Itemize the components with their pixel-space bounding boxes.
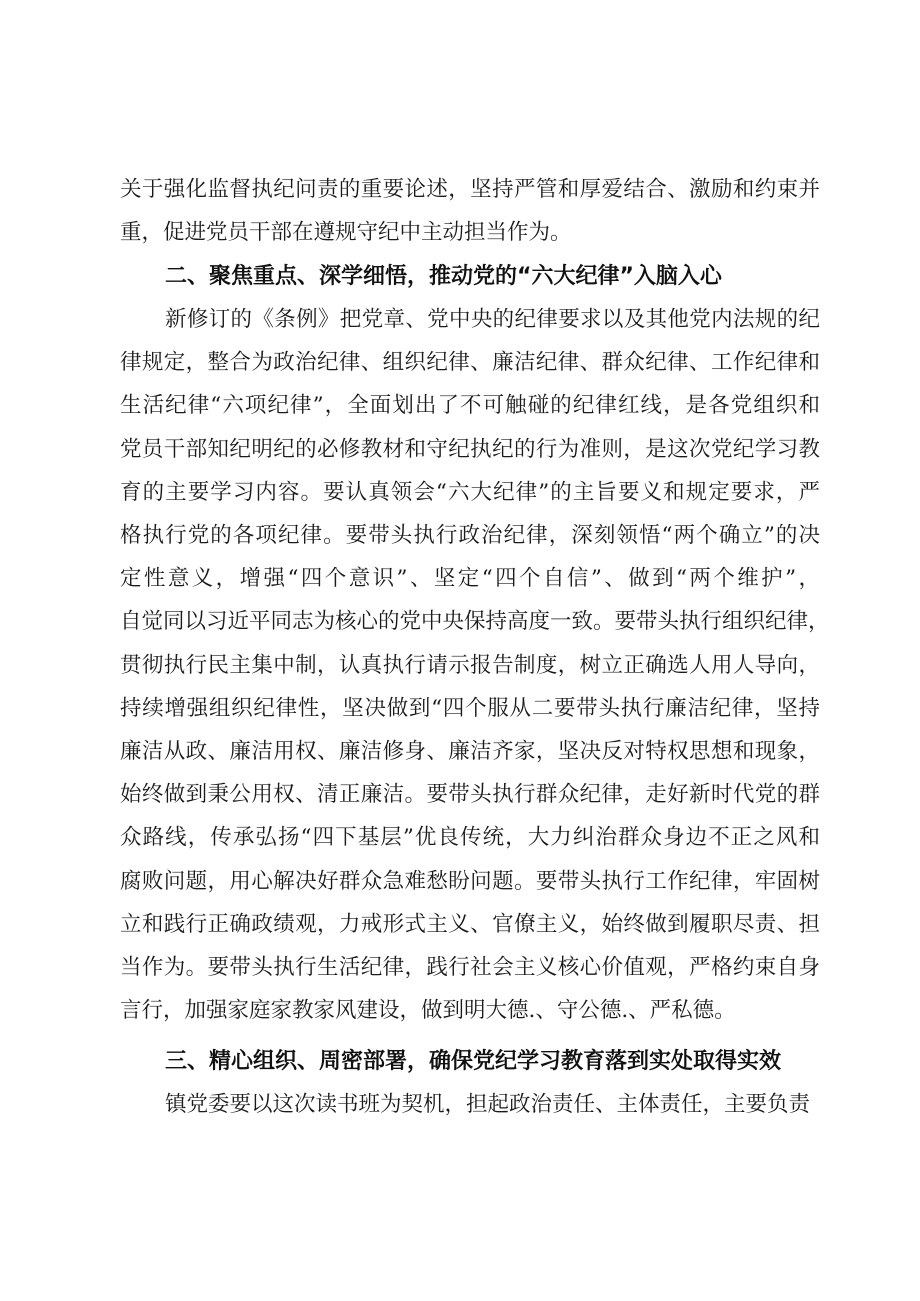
section-2-line-1: 新修订的《条例》把党章、党中央的纪律要求以及其他党内法规的纪 — [165, 307, 820, 332]
section-3-line-1: 镇党委要以这次读书班为契机，担起政治责任、主体责任，主要负责 — [165, 1092, 811, 1117]
intro-line-2: 重，促进党员干部在遵规守纪中主动担当作为。 — [120, 220, 572, 245]
section-3-heading: 三、精心组织、周密部署，确保党纪学习教育落到实处取得实效 — [165, 1049, 782, 1074]
section-2-heading: 二、聚焦重点、深学细悟，推动党的“六大纪律”入脑入心 — [165, 264, 722, 289]
section-2-line-5: 育的主要学习内容。要认真领会“六大纪律”的主旨要义和规定要求，严 — [120, 479, 820, 505]
section-2-line-11: 廉洁从政、廉洁用权、廉洁修身、廉洁齐家，坚决反对特权思想和现象， — [120, 739, 820, 764]
section-2-line-7: 定性意义，增强“四个意识”、坚定“四个自信”、做到“两个维护”， — [120, 566, 820, 592]
section-2-line-10: 持续增强组织纪律性，坚决做到“四个服从二要带头执行廉洁纪律，坚持 — [120, 695, 820, 721]
section-2-line-17: 言行，加强家庭家教家风建设，做到明大德.、守公德.、严私德。 — [120, 998, 736, 1024]
section-2-line-2: 律规定，整合为政治纪律、组织纪律、廉洁纪律、群众纪律、工作纪律和 — [120, 350, 820, 376]
section-2-line-12: 始终做到秉公用权、清正廉洁。要带头执行群众纪律，走好新时代党的群 — [120, 782, 820, 808]
section-2-line-3: 生活纪律“六项纪律”，全面划出了不可触碰的纪律红线，是各党组织和 — [120, 393, 820, 419]
intro-line-1: 关于强化监督执纪问责的重要论述，坚持严管和厚爱结合、激励和约束并 — [120, 177, 820, 202]
section-2-line-16: 当作为。要带头执行生活纪律，践行社会主义核心价值观，严格约束自身 — [120, 955, 820, 980]
section-2-line-9: 贯彻执行民主集中制，认真执行请示报告制度，树立正确选人用人导向， — [120, 652, 820, 678]
section-2-line-4: 党员干部知纪明纪的必修教材和守纪执纪的行为准则，是这次党纪学习教 — [120, 436, 820, 462]
section-2-line-6: 格执行党的各项纪律。要带头执行政治纪律，深刻领悟“两个确立”的决 — [120, 523, 820, 548]
section-2-line-15: 立和践行正确政绩观，力戒形式主义、官僚主义，始终做到履职尽责、担 — [120, 911, 820, 937]
section-2-line-13: 众路线，传承弘扬“四下基层”优良传统，大力纠治群众身边不正之风和 — [120, 825, 820, 851]
section-2-line-14: 腐败问题，用心解决好群众急难愁盼问题。要带头执行工作纪律，牢固树 — [120, 868, 820, 894]
section-2-line-8: 自觉同以习近平同志为核心的党中央保持高度一致。要带头执行组织纪律， — [120, 609, 830, 635]
